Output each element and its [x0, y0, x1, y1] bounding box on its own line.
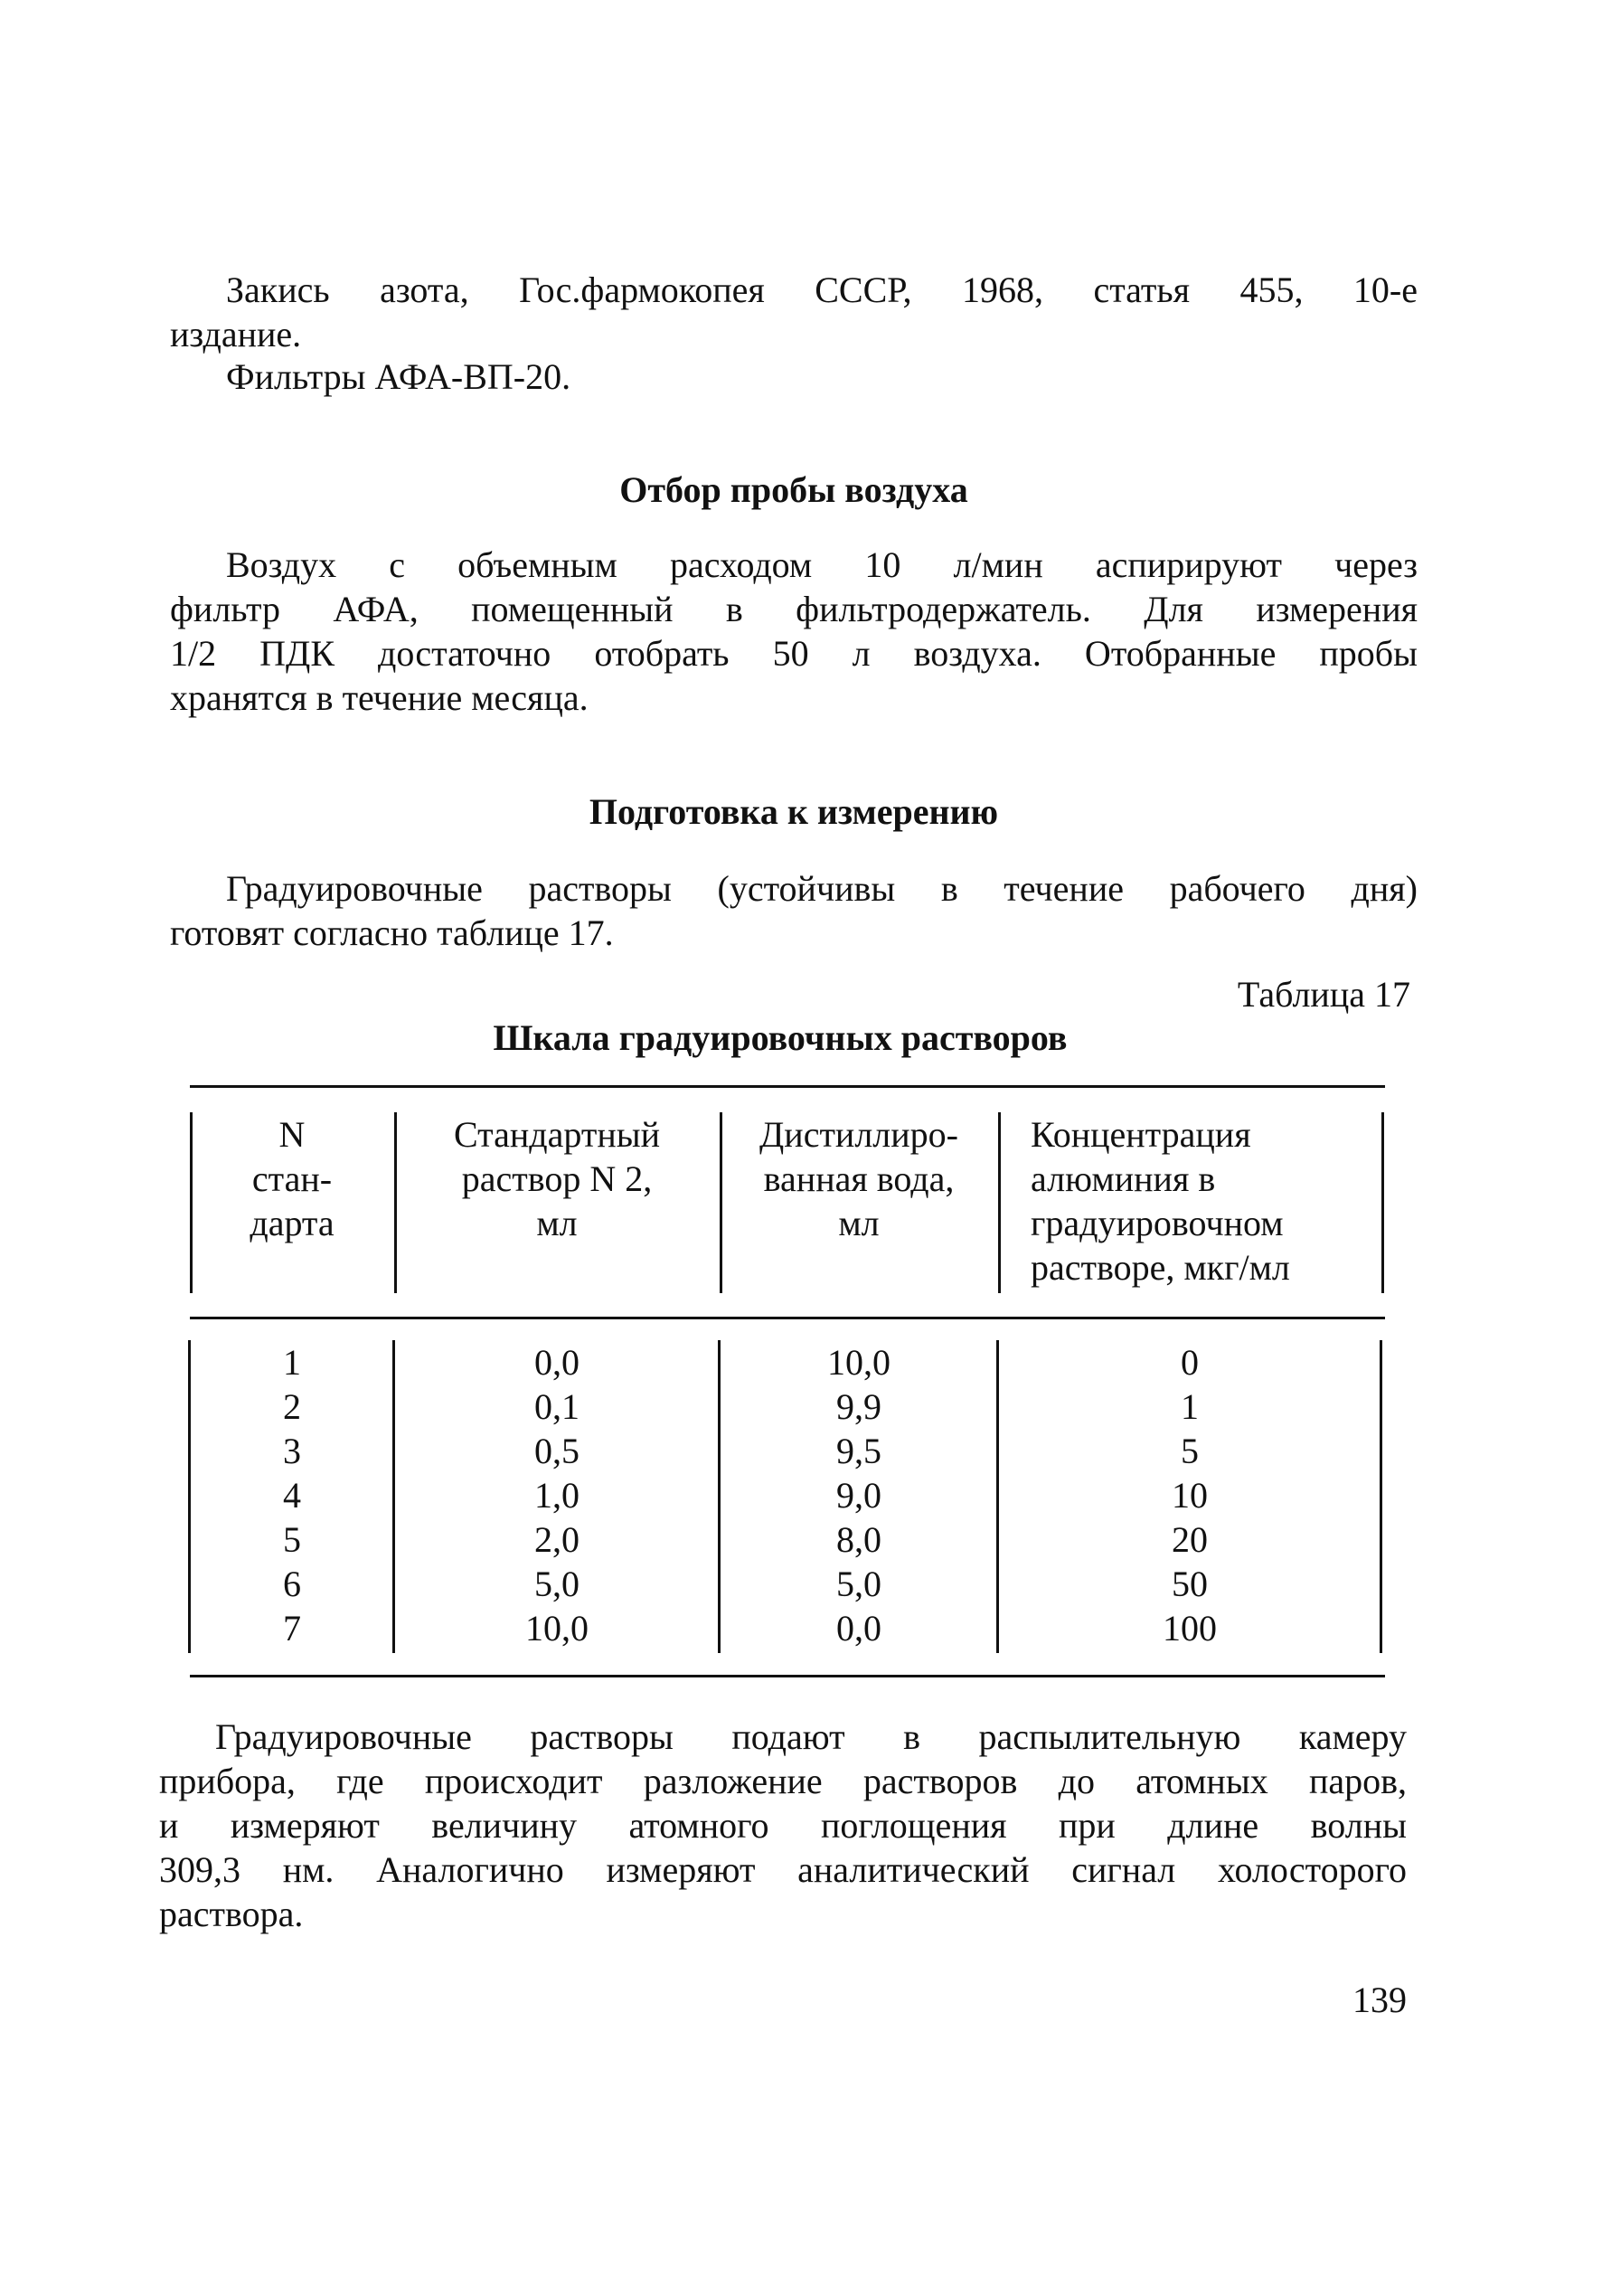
final-line-1: Градуировочные растворы подают в распылительную камеру: [215, 1716, 1407, 1757]
preparation-paragraph: [170, 866, 1418, 955]
table-body-divider-1: [392, 1340, 395, 1653]
table-body-border-left: [188, 1340, 191, 1653]
column-distilled-water: [721, 1340, 996, 1650]
column-concentration: [1000, 1340, 1380, 1650]
cell-standard-solution: 1,0: [534, 1475, 580, 1516]
cell-distilled-water: 0,0: [836, 1608, 881, 1649]
table-header-divider-3: [998, 1112, 1001, 1293]
table-title: Шкала градуировочных растворов: [493, 1017, 1068, 1058]
cell-number: 6: [283, 1564, 301, 1604]
cell-concentration: 5: [1181, 1431, 1199, 1471]
cell-distilled-water: 9,9: [836, 1386, 881, 1427]
header-col3-line3: мл: [838, 1203, 880, 1243]
cell-concentration: 50: [1172, 1564, 1208, 1604]
header-concentration: [1031, 1112, 1380, 1290]
cell-standard-solution: 2,0: [534, 1519, 580, 1560]
cell-number: 2: [283, 1386, 301, 1427]
cell-distilled-water: 9,5: [836, 1431, 881, 1471]
table-body-divider-3: [996, 1340, 999, 1653]
final-paragraph: [159, 1715, 1407, 1936]
sampling-line-1: Воздух с объемным расходом 10 л/мин аспирируют через: [226, 544, 1418, 585]
table-top-rule: [190, 1085, 1385, 1088]
header-standard-solution: [396, 1112, 718, 1245]
header-col3-line2: ванная вода,: [763, 1158, 955, 1199]
intro-paragraph: [170, 268, 1418, 356]
table-header-border-right: [1381, 1112, 1384, 1293]
sampling-line-2: фильтр АФА, помещенный в фильтродержатель. Для измерения: [170, 589, 1418, 629]
header-col2-line1: Стандартный: [453, 1114, 661, 1155]
header-col1-line2: стан-: [251, 1158, 333, 1199]
preparation-line-1: Градуировочные растворы (устойчивы в течение рабочего дня): [226, 868, 1418, 909]
header-col2-line2: раствор N 2,: [461, 1158, 653, 1199]
final-line-2: прибора, где происходит разложение растворов до атомных паров,: [159, 1761, 1407, 1801]
header-col4-line1: Концентрация: [1031, 1114, 1251, 1155]
header-col1-line3: дарта: [250, 1203, 335, 1243]
cell-concentration: 10: [1172, 1475, 1208, 1516]
cell-standard-solution: 0,1: [534, 1386, 580, 1427]
preparation-heading: Подготовка к измерению: [589, 791, 999, 832]
cell-number: 5: [283, 1519, 301, 1560]
header-col1-line1: N: [278, 1114, 306, 1155]
sampling-line-3: 1/2 ПДК достаточно отобрать 50 л воздуха. Отобранные пробы: [170, 633, 1418, 674]
cell-distilled-water: 5,0: [836, 1564, 881, 1604]
header-col4-line2: алюминия в: [1031, 1158, 1216, 1199]
sampling-line-4: хранятся в течение месяца.: [170, 677, 589, 718]
header-col2-line3: мл: [536, 1203, 578, 1243]
intro-line-2: издание.: [170, 314, 302, 354]
preparation-line-2: готовят согласно таблице 17.: [170, 912, 614, 953]
header-distilled-water: [721, 1112, 996, 1245]
final-line-5: раствора.: [159, 1894, 304, 1934]
cell-concentration: 20: [1172, 1519, 1208, 1560]
cell-number: 3: [283, 1431, 301, 1471]
final-line-3: и измеряют величину атомного поглощения при длине волны: [159, 1805, 1407, 1846]
page-number: 139: [1352, 1979, 1407, 2020]
header-standard-number: [192, 1112, 392, 1245]
table-label: Таблица 17: [1237, 974, 1410, 1015]
cell-distilled-water: 9,0: [836, 1475, 881, 1516]
table-body-divider-2: [718, 1340, 721, 1653]
final-line-4: 309,3 нм. Аналогично измеряют аналитический сигнал холосторого: [159, 1849, 1407, 1890]
sampling-heading: Отбор пробы воздуха: [619, 469, 968, 510]
header-col4-line3: градуировочном: [1031, 1203, 1284, 1243]
cell-standard-solution: 10,0: [525, 1608, 589, 1649]
cell-standard-solution: 5,0: [534, 1564, 580, 1604]
table-header-rule: [190, 1317, 1385, 1319]
cell-concentration: 100: [1163, 1608, 1217, 1649]
cell-concentration: 0: [1181, 1342, 1199, 1383]
header-col3-line1: Дистиллиро-: [759, 1114, 958, 1155]
cell-concentration: 1: [1181, 1386, 1199, 1427]
cell-number: 4: [283, 1475, 301, 1516]
cell-standard-solution: 0,0: [534, 1342, 580, 1383]
table-body-border-right: [1380, 1340, 1382, 1653]
intro-line-1: Закись азота, Гос.фармокопея СССР, 1968, статья 455, 10-е: [226, 269, 1418, 310]
cell-standard-solution: 0,5: [534, 1431, 580, 1471]
column-standard-solution: [396, 1340, 718, 1650]
filters-paragraph: [170, 354, 1418, 399]
cell-distilled-water: 8,0: [836, 1519, 881, 1560]
header-col4-line4: растворе, мкг/мл: [1031, 1247, 1290, 1288]
cell-distilled-water: 10,0: [827, 1342, 891, 1383]
column-standard-number: [192, 1340, 392, 1650]
sampling-paragraph: [170, 543, 1418, 720]
cell-number: 7: [283, 1608, 301, 1649]
filters-line: Фильтры АФА-ВП-20.: [226, 356, 571, 397]
cell-number: 1: [283, 1342, 301, 1383]
table-bottom-rule: [190, 1675, 1385, 1677]
